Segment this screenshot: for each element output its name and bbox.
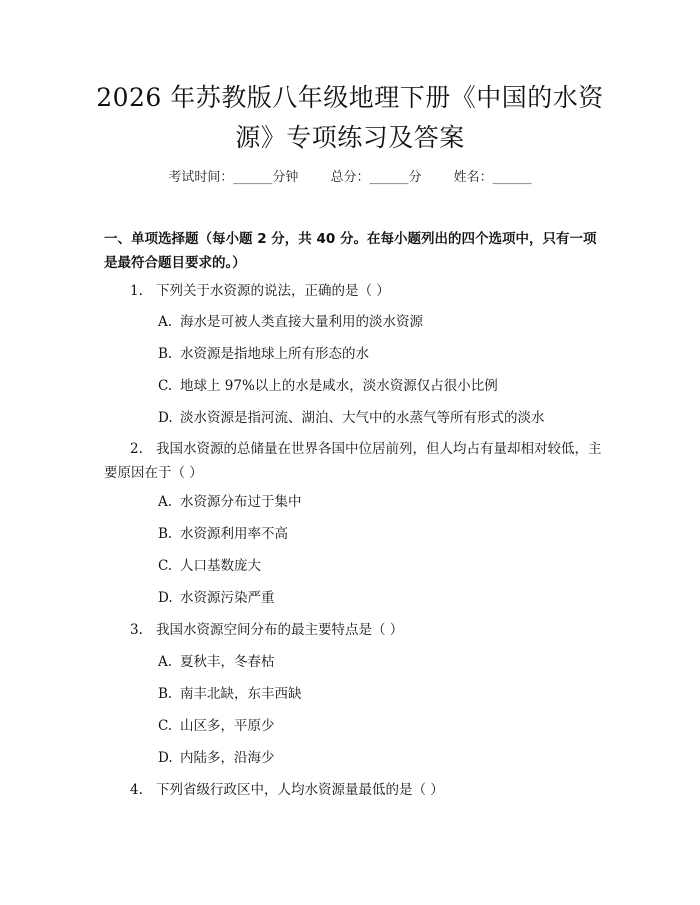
option-text: 水资源利用率不高 [180, 526, 288, 542]
option-letter: B. [158, 526, 173, 542]
section-heading: 一、单项选择题（每小题 2 分，共 40 分。在每小题列出的四个选项中，只有一项是最符合题目要求的。） [104, 231, 597, 271]
question-number: 4. [130, 782, 143, 798]
question-text: 我国水资源空间分布的最主要特点是（ ） [156, 622, 404, 638]
option-1b [158, 344, 369, 364]
question-3 [130, 618, 610, 642]
option-2a [158, 492, 302, 512]
question-number: 2. [130, 441, 143, 457]
option-text: 淡水资源是指河流、湖泊、大气中的水蒸气等所有形式的淡水 [180, 410, 545, 426]
option-text: 夏秋丰，冬春枯 [180, 654, 275, 670]
option-3d [158, 748, 275, 768]
student-name: 姓名：______ [453, 170, 532, 185]
title-line-2: 源》专项练习及答案 [235, 123, 465, 152]
exam-total-score: 总分：______分 [330, 170, 422, 185]
option-letter: D. [158, 750, 173, 766]
option-text: 山区多，平原少 [180, 718, 275, 734]
option-letter: B. [158, 686, 173, 702]
document-title [60, 78, 640, 158]
option-text: 人口基数庞大 [180, 558, 261, 574]
option-1d [158, 408, 545, 428]
question-1 [130, 279, 610, 303]
option-text: 水资源污染严重 [180, 590, 275, 606]
option-text: 水资源分布过于集中 [180, 494, 302, 510]
option-letter: A. [158, 654, 173, 670]
option-1c [158, 376, 498, 396]
option-text: 海水是可被人类直接大量利用的淡水资源 [180, 314, 423, 330]
option-letter: D. [158, 590, 173, 606]
option-text: 水资源是指地球上所有形态的水 [180, 346, 369, 362]
option-text: 内陆多，沿海少 [180, 750, 275, 766]
question-text: 我国水资源的总储量在世界各国中位居前列，但人均占有量却相对较低，主要原因在于（ ） [104, 441, 602, 481]
option-text: 南丰北缺，东丰西缺 [180, 686, 302, 702]
title-line-1: 2026 年苏教版八年级地理下册《中国的水资 [96, 83, 604, 112]
exam-time: 考试时间：______分钟 [168, 170, 299, 185]
question-text: 下列关于水资源的说法，正确的是（ ） [156, 283, 390, 299]
option-3c [158, 716, 275, 736]
question-number: 3. [130, 622, 143, 638]
question-2 [104, 437, 604, 485]
option-2b [158, 524, 288, 544]
option-letter: D. [158, 410, 173, 426]
option-1a [158, 312, 423, 332]
option-letter: B. [158, 346, 173, 362]
option-letter: C. [158, 378, 173, 394]
question-number: 1. [130, 283, 143, 299]
option-text: 地球上 97%以上的水是咸水，淡水资源仅占很小比例 [180, 378, 498, 394]
option-3b [158, 684, 302, 704]
option-letter: A. [158, 494, 173, 510]
option-2d [158, 588, 275, 608]
option-letter: C. [158, 718, 173, 734]
question-text: 下列省级行政区中，人均水资源量最低的是（ ） [156, 782, 444, 798]
exam-meta [0, 166, 700, 185]
option-letter: A. [158, 314, 173, 330]
option-3a [158, 652, 275, 672]
option-letter: C. [158, 558, 173, 574]
question-4 [130, 778, 610, 802]
option-2c [158, 556, 261, 576]
